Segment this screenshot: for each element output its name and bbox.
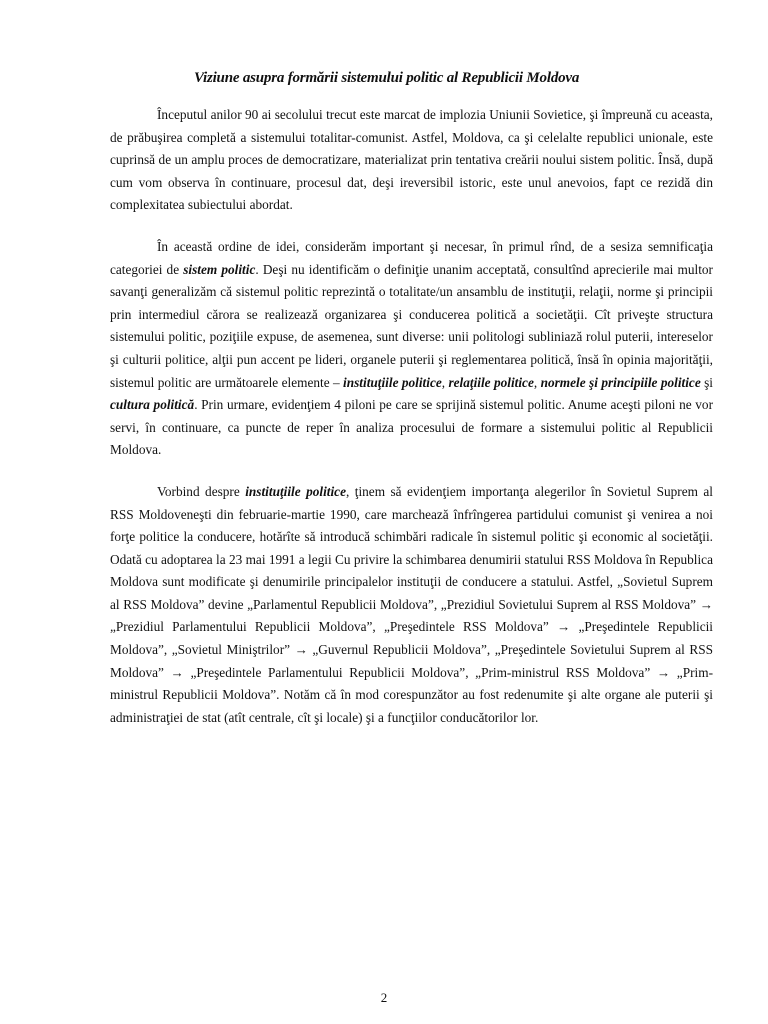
emphasized-term: relaţiile politice [448,374,534,390]
document-title: Viziune asupra formării sistemului politic al Republicii Moldova [194,70,580,86]
paragraph [110,236,713,462]
text-run: . Deşi nu identificăm o definiţie unanim acceptată, consultînd aprecierile mai multor savanţi generalizăm că sistemul politic reprezintă o totalitate/un ansamblu de instituţii, relaţii, norme şi principii prin intermediul cărora se realizează organizarea şi conducerea politică a societăţii. Cît priveşte structura sistemului politic, poziţiile expuse, de asemenea, sunt diverse: unii politologi subliniază rolul puterii, intereselor şi culturii politice, alţii pun accent pe lideri, organele puterii şi reglementarea politică, însă în opinia majorităţii, sistemul politic are următoarele elemente – [110,261,713,390]
emphasized-term: instituţiile politice [245,483,346,499]
body-text [110,104,713,729]
text-run: şi [700,374,714,390]
emphasized-term: instituţiile politice [343,374,442,390]
emphasized-term: normele şi principiile politice [540,374,701,390]
text-run: Începutul anilor 90 ai secolului trecut este marcat de implozia Uniunii Sovietice, şi împreună cu aceasta, de prăbuşirea completă a sistemului totalitar-comunist. Astfel, Moldova, ca şi celelalte republici unionale, este cuprinsă de un amplu proces de democratizare, materializat prin tentativa creării noului sistem politic. Însă, după cum vom observa în continuare, procesul dat, deşi ireversibil istoric, este unul anevoios, fapt ce rezidă din complexitatea subiectului abordat. [110,107,713,213]
document-page [110,70,713,748]
emphasized-term: cultura politică [110,397,195,413]
paragraph [110,104,713,217]
page-number: 2 [380,990,388,1005]
text-run: , [533,374,541,390]
text-run: În această ordine de idei, considerăm important şi necesar, în primul rînd, de a sesiza semnificaţia categoriei de [110,238,713,277]
emphasized-term: sistem politic [183,261,256,277]
text-run: , [441,374,449,390]
text-run: Vorbind despre [157,483,246,499]
text-run: , ţinem să evidenţiem importanţa alegerilor în Sovietul Suprem al RSS Moldoveneşti din februarie-martie 1990, care marchează înfrîngerea partidului comunist şi venirea a noi forţe politice la conducere, hotărîte să introducă schimbări radicale în sistemul politic şi economic al societăţii. Odată cu adoptarea la 23 mai 1991 a legii Cu privire la schimbarea denumirii statului RSS Moldova în Republica Moldova sunt modificate şi denumirile principalelor instituţii de conducere a statului. Astfel, „Sovietul Suprem al RSS Moldova” devine „Parlamentul Republicii Moldova”, „Prezidiul Sovietului Suprem al RSS Moldova” → „Prezidiul Parlamentului Republicii Moldova”, „Preşedintele RSS Moldova” → „Preşedintele Republicii Moldova”, „Sovietul Miniştrilor” → „Guvernul Republicii Moldova”, „Preşedintele Sovietului Suprem al RSS Moldova” → „Preşedintele Parlamentului Republicii Moldova”, „Prim-ministrul RSS Moldova” → „Prim-ministrul Republicii Moldova”. Notăm că în mod corespunzător au fost redenumite şi alte organe ale puterii şi administraţiei de stat (atît centrale, cît şi locale) şi a funcţiilor conducătorilor lor. [110,483,713,725]
paragraph [110,481,713,730]
text-run: . Prin urmare, evidenţiem 4 piloni pe care se sprijină sistemul politic. Anume aceşti piloni ne vor servi, în continuare, ca puncte de reper în analiza procesului de formare a sistemului politic al Republicii Moldova. [110,397,713,458]
